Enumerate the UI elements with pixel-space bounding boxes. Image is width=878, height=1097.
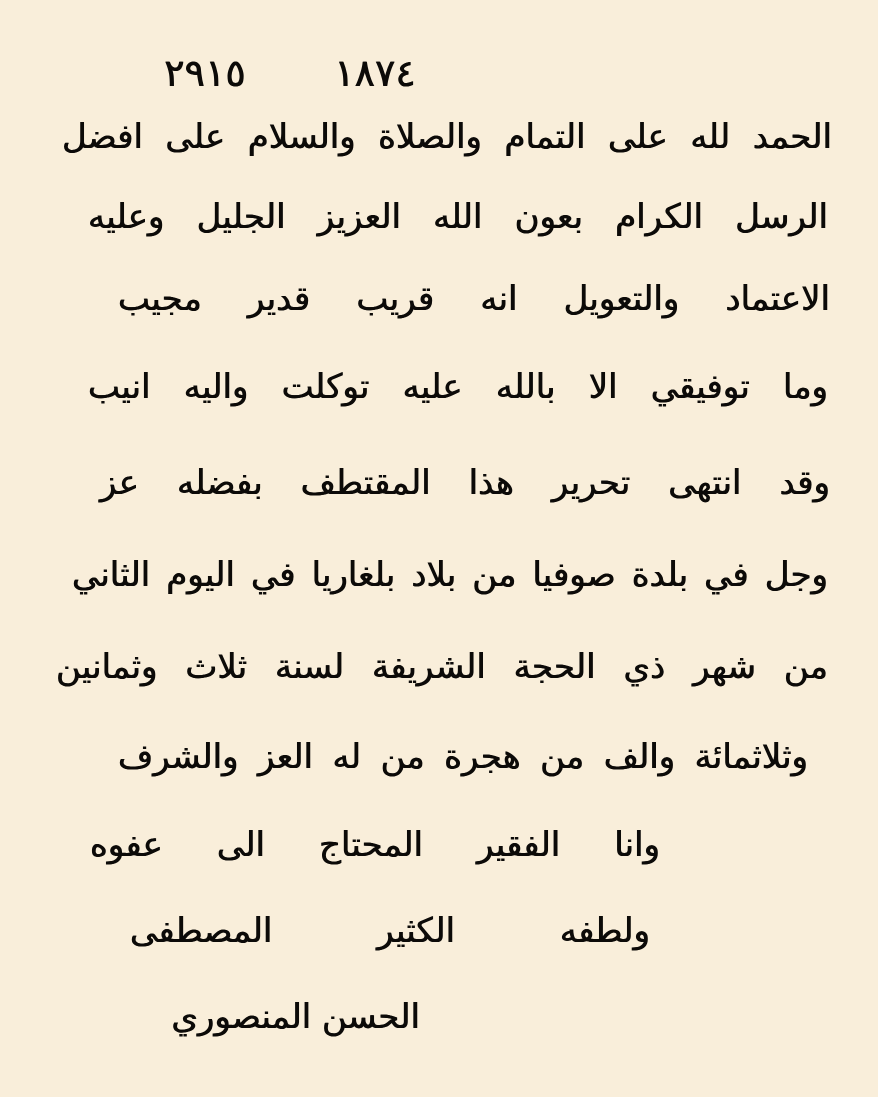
text-line-11: الحسن المنصوري <box>171 997 420 1037</box>
text-line-7: من شهر ذي الحجة الشريفة لسنة ثلاث وثمانين <box>56 647 828 687</box>
text-line-9: وانا الفقير المحتاج الى عفوه <box>90 825 660 865</box>
text-line-6: وجل في بلدة صوفيا من بلاد بلغاريا في اليوم الثاني <box>72 555 828 595</box>
text-line-2: الرسل الكرام بعون الله العزيز الجليل وعليه <box>88 197 828 237</box>
reference-number-left: ٢٩١٥ <box>164 51 246 95</box>
text-line-3: الاعتماد والتعويل انه قريب قدير مجيب <box>118 279 830 319</box>
text-line-5: وقد انتهى تحرير هذا المقتطف بفضله عز <box>100 463 830 503</box>
text-line-10: ولطفه الكثير المصطفى <box>130 911 650 951</box>
text-line-8: وثلاثمائة والف من هجرة من له العز والشرف <box>118 737 808 777</box>
reference-number-right: ١٨٧٤ <box>334 51 416 95</box>
text-line-4: وما توفيقي الا بالله عليه توكلت واليه انيب <box>88 367 828 407</box>
text-line-1: الحمد لله على التمام والصلاة والسلام على افضل <box>62 117 832 157</box>
